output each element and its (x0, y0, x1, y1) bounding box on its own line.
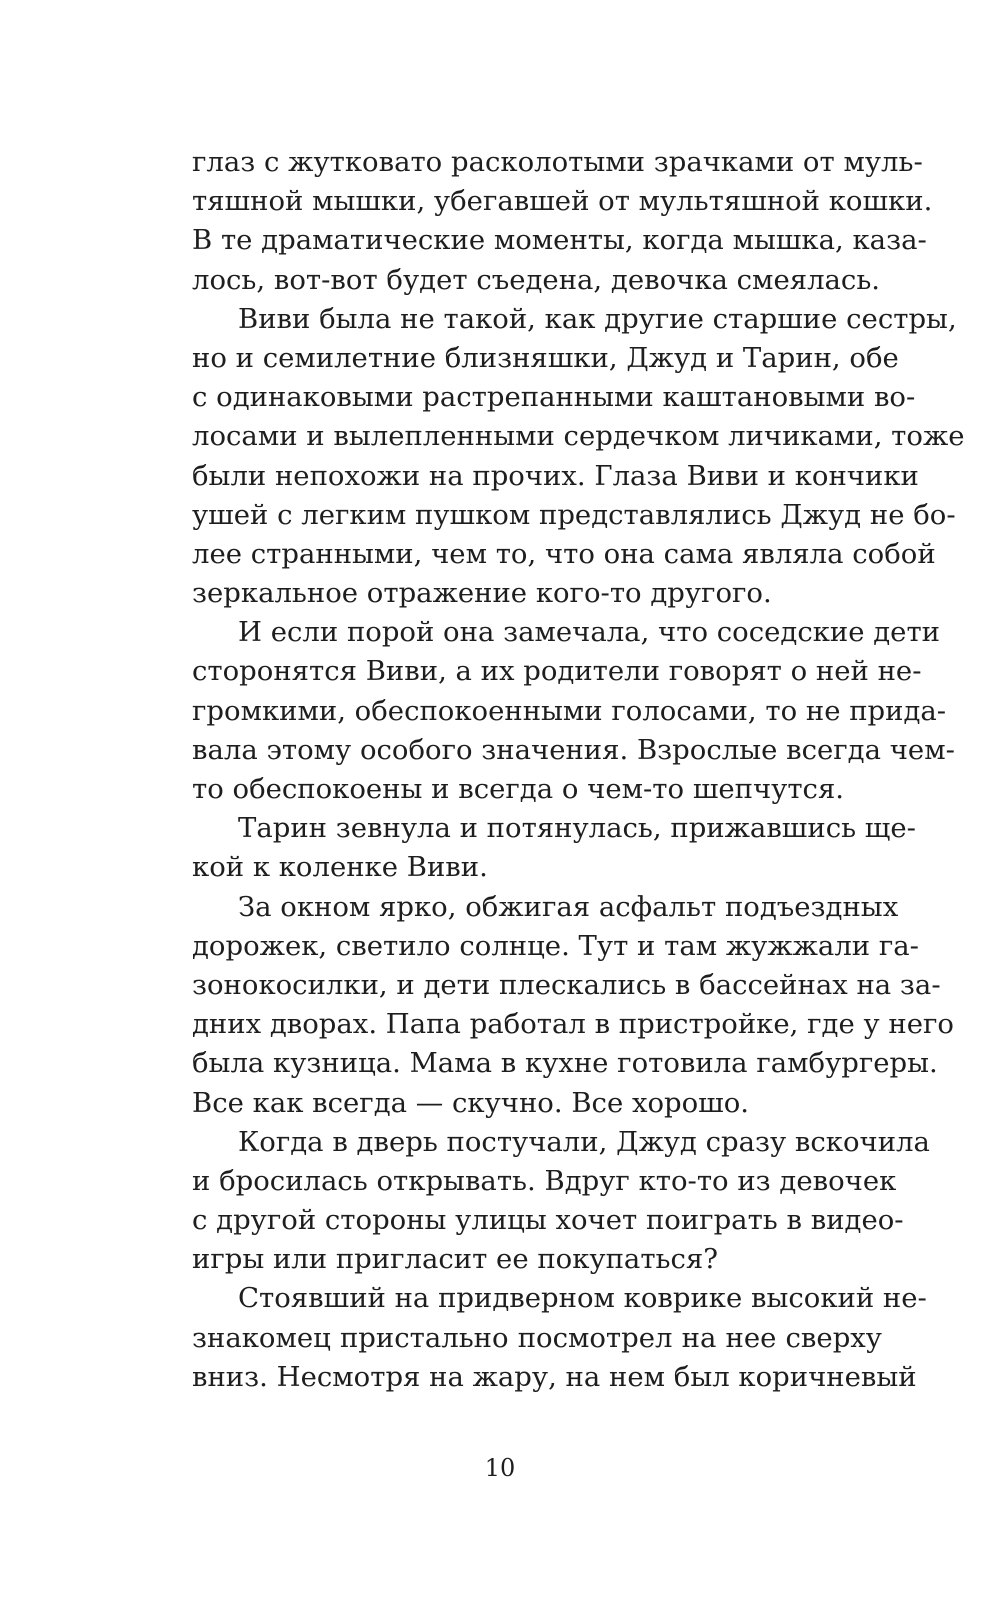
text-line: знакомец пристально посмотрел на нее сверху (192, 1321, 882, 1354)
text-line: Когда в дверь постучали, Джуд сразу вскочила (238, 1125, 930, 1158)
text-line: была кузница. Мама в кухне готовила гамбургеры. (192, 1047, 938, 1080)
page-number: 10 (484, 1454, 516, 1482)
text-line: глаз с жутковато расколотыми зрачками от муль- (192, 146, 923, 178)
text-line: были непохожи на прочих. Глаза Виви и кончики (192, 459, 919, 492)
text-line: и бросилась открывать. Вдруг кто-то из девочек (192, 1164, 897, 1197)
body-text (192, 143, 965, 1397)
text-line: с одинаковыми растрепанными каштановыми во- (192, 381, 916, 414)
text-line: Виви была не такой, как другие старшие сестры, (238, 302, 957, 335)
text-line: зеркальное отражение кого-то другого. (192, 577, 772, 610)
text-line: лее странными, чем то, что она сама являла собой (192, 537, 936, 570)
text-line: ушей с легким пушком представлялись Джуд не бо- (192, 498, 956, 531)
text-line: громкими, обеспокоенными голосами, то не прида- (192, 694, 947, 727)
text-line: зонокосилки, и дети плескались в бассейнах на за- (192, 968, 941, 1001)
text-line: тяшной мышки, убегавшей от мультяшной кошки. (192, 185, 933, 218)
text-line: то обеспокоены и всегда о чем-то шепчутся. (192, 773, 845, 805)
text-line: вала этому особого значения. Взрослые всегда чем- (192, 733, 955, 766)
text-line: За окном ярко, обжигая асфальт подъездных (238, 890, 899, 923)
text-line: но и семилетние близняшки, Джуд и Тарин, обе (192, 341, 899, 374)
text-line: дних дворах. Папа работал в пристройке, где у него (192, 1008, 954, 1041)
text-line: сторонятся Виви, а их родители говорят о ней не- (192, 655, 922, 688)
text-line: дорожек, светило солнце. Тут и там жужжали га- (192, 929, 919, 962)
text-line: Все как всегда — скучно. Все хорошо. (192, 1086, 750, 1119)
text-line: кой к коленке Виви. (192, 851, 488, 884)
text-line: вниз. Несмотря на жару, на нем был коричневый (192, 1360, 917, 1393)
text-line: игры или пригласит ее покупаться? (192, 1243, 719, 1276)
text-line: лосами и вылепленными сердечком личиками, тоже (192, 420, 965, 453)
text-line: В те драматические моменты, когда мышка, каза- (192, 224, 927, 257)
text-line: лось, вот-вот будет съедена, девочка смеялась. (192, 263, 881, 296)
text-line: Тарин зевнула и потянулась, прижавшись ще- (238, 812, 916, 845)
text-line: Стоявший на придверном коврике высокий не- (238, 1282, 927, 1315)
text-line: И если порой она замечала, что соседские дети (238, 616, 941, 649)
text-line: с другой стороны улицы хочет поиграть в видео- (192, 1204, 904, 1237)
